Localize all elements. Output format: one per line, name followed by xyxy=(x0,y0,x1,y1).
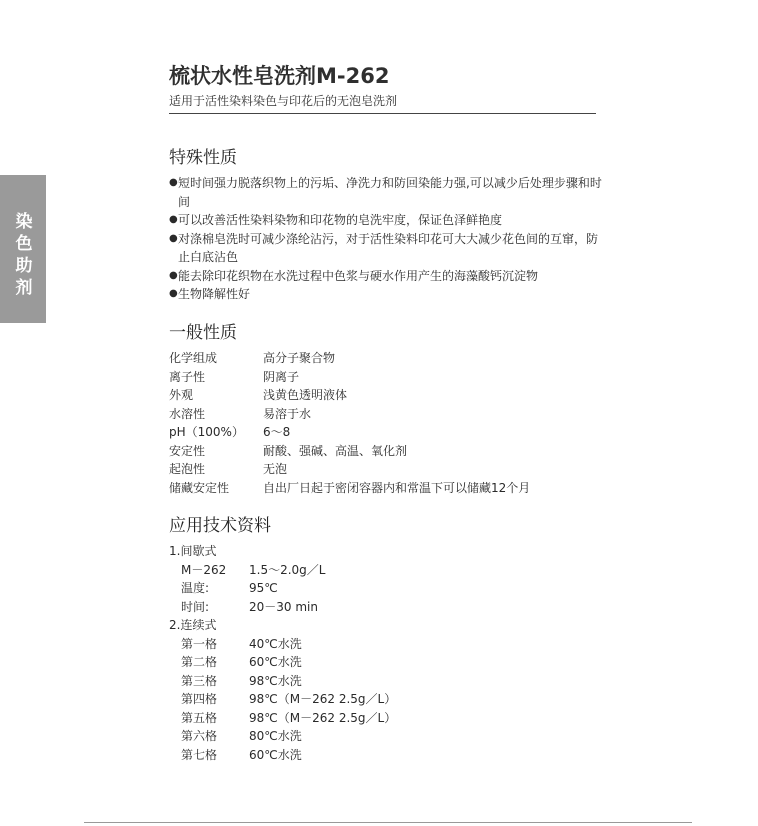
property-value: 6～8 xyxy=(263,425,291,439)
property-label: 安定性 xyxy=(169,443,206,458)
batch-label: 时间: xyxy=(181,599,210,614)
side-category-label: 染色助剂 xyxy=(15,212,33,298)
property-value: 易溶于水 xyxy=(263,406,312,421)
batch-label: 温度: xyxy=(181,581,210,595)
property-label: 水溶性 xyxy=(169,406,206,421)
footer-divider xyxy=(84,822,692,823)
technical-title: 应用技术资料 xyxy=(169,516,271,536)
features-section xyxy=(169,143,609,304)
property-value: 浅黄色透明液体 xyxy=(263,388,348,402)
continuous-label: 第六格 xyxy=(181,729,218,743)
features-list xyxy=(169,174,609,304)
feature-item: ● 可以改善活性染料染物和印花物的皂洗牢度，保证色泽鲜艳度 xyxy=(169,211,609,230)
continuous-row xyxy=(169,709,396,728)
continuous-value: 80℃水洗 xyxy=(249,729,302,743)
batch-row xyxy=(169,598,396,617)
property-row xyxy=(169,442,530,461)
continuous-value: 40℃水洗 xyxy=(249,636,302,651)
continuous-value: 98℃（M－262 2.5g／L） xyxy=(249,692,397,706)
features-title: 特殊性质 xyxy=(169,148,237,168)
continuous-row xyxy=(169,690,396,709)
technical-section xyxy=(169,511,396,764)
continuous-value: 98℃水洗 xyxy=(249,673,302,688)
continuous-label: 第二格 xyxy=(181,655,218,669)
batch-row xyxy=(169,579,396,598)
feature-item: ● 能去除印花织物在水洗过程中色浆与硬水作用产生的海藻酸钙沉淀物 xyxy=(169,267,609,286)
side-category-tab xyxy=(0,175,46,323)
feature-item: ● 生物降解性好 xyxy=(169,285,609,304)
properties-section xyxy=(169,318,530,497)
batch-value: 95℃ xyxy=(249,581,278,595)
feature-item: ● 对涤棉皂洗时可减少涤纶沾污，对于活性染料印花可大大减少花色间的互窜，防止白底沾色 xyxy=(169,230,609,267)
page-title: 梳状水性皂洗剂M-262 xyxy=(169,64,390,88)
property-row xyxy=(169,479,530,498)
continuous-value: 60℃水洗 xyxy=(249,655,302,669)
property-row xyxy=(169,386,530,405)
batch-row xyxy=(169,561,396,580)
continuous-label: 第五格 xyxy=(181,710,218,725)
property-row xyxy=(169,405,530,424)
property-row xyxy=(169,368,530,387)
continuous-row xyxy=(169,653,396,672)
continuous-label: 第四格 xyxy=(181,692,218,706)
property-label: 起泡性 xyxy=(169,462,206,476)
property-row xyxy=(169,423,530,442)
continuous-row xyxy=(169,746,396,765)
batch-method-heading: 1.间歇式 xyxy=(169,544,217,558)
property-row xyxy=(169,460,530,479)
continuous-value: 98℃（M－262 2.5g／L） xyxy=(249,710,397,725)
continuous-row xyxy=(169,727,396,746)
continuous-label: 第七格 xyxy=(181,747,218,762)
property-value: 阴离子 xyxy=(263,369,300,384)
property-value: 自出厂日起于密闭容器内和常温下可以储藏12个月 xyxy=(263,480,531,495)
property-value: 高分子聚合物 xyxy=(263,351,336,365)
property-label: pH（100%） xyxy=(169,425,244,439)
continuous-row xyxy=(169,635,396,654)
property-label: 离子性 xyxy=(169,369,206,384)
property-value: 耐酸、强碱、高温、氧化剂 xyxy=(263,443,408,458)
property-value: 无泡 xyxy=(263,462,288,476)
continuous-label: 第三格 xyxy=(181,673,218,688)
feature-item: ● 短时间强力脱落织物上的污垢、净洗力和防回染能力强,可以减少后处理步骤和时间 xyxy=(169,174,609,211)
continuous-method-heading: 2.连续式 xyxy=(169,618,217,632)
page-subtitle: 适用于活性染料染色与印花后的无泡皂洗剂 xyxy=(169,94,398,108)
property-row xyxy=(169,349,530,368)
continuous-value: 60℃水洗 xyxy=(249,747,302,762)
continuous-label: 第一格 xyxy=(181,636,218,651)
continuous-row xyxy=(169,672,396,691)
batch-value: 1.5～2.0g／L xyxy=(249,562,326,577)
title-divider xyxy=(169,113,596,114)
batch-label: M－262 xyxy=(181,562,227,577)
property-label: 储藏安定性 xyxy=(169,480,230,495)
batch-value: 20－30 min xyxy=(249,599,318,614)
property-label: 化学组成 xyxy=(169,351,218,365)
property-label: 外观 xyxy=(169,388,194,402)
properties-title: 一般性质 xyxy=(169,323,237,343)
